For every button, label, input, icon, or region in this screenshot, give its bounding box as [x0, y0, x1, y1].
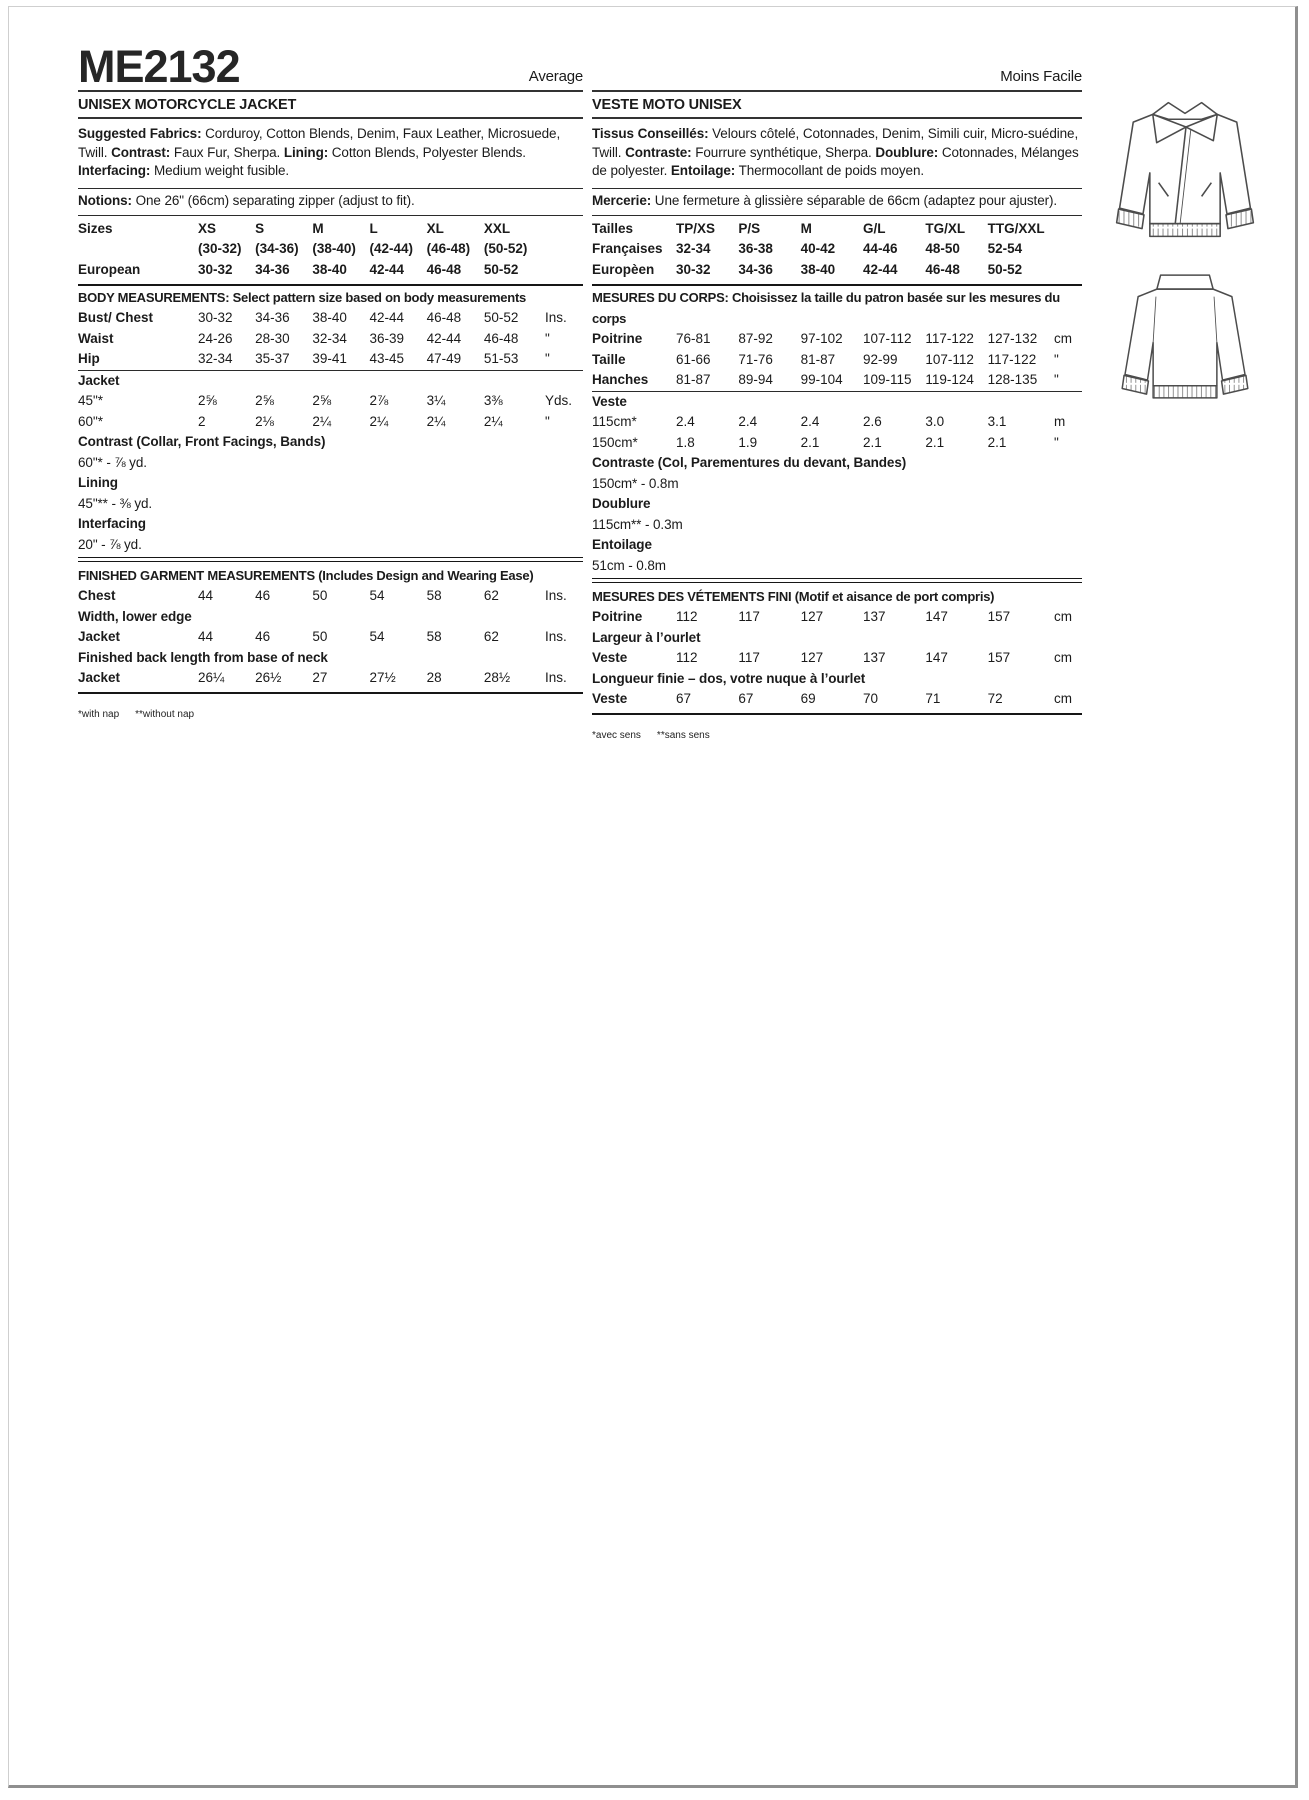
table-text-row: Contraste (Col, Parementures du devant, Bandes)	[592, 455, 907, 471]
size-value: 119-124	[925, 372, 974, 388]
size-value: 2.6	[862, 414, 882, 430]
size-value: 2.1	[987, 434, 1007, 450]
table-row	[78, 219, 583, 240]
table-row	[78, 329, 583, 350]
unit-label: "	[1053, 372, 1059, 388]
row-label: 115cm*	[592, 414, 637, 430]
table-text-row: Contrast (Collar, Front Facings, Bands)	[78, 434, 326, 450]
unit-label: cm	[1053, 331, 1072, 347]
jacket-back-illustration	[1110, 265, 1260, 407]
size-value: 35-37	[255, 351, 290, 367]
size-value: 128-135	[987, 372, 1038, 388]
size-value: 46-48	[925, 261, 960, 277]
size-value: 54	[369, 629, 385, 645]
row-label: Chest	[78, 588, 116, 604]
unit-label: Ins.	[545, 629, 567, 645]
table-row	[592, 689, 1082, 710]
size-value: 81-87	[676, 372, 711, 388]
table-row	[78, 668, 583, 689]
size-value: 117-122	[987, 351, 1037, 367]
divider	[78, 692, 583, 694]
size-value: 127	[800, 650, 824, 666]
finished-measurements-table-en	[78, 586, 583, 689]
size-value: 38-40	[312, 261, 347, 277]
body-measurements-table-en	[78, 308, 583, 370]
size-value: TG/XL	[925, 220, 966, 236]
size-value: (34-36)	[255, 241, 299, 257]
row-label: 60"*	[78, 413, 104, 429]
size-value: 3¼	[426, 393, 446, 409]
size-value: 2⅝	[198, 393, 217, 409]
table-row	[592, 607, 1082, 628]
size-value: 117-122	[925, 331, 974, 347]
size-value: 34-36	[255, 261, 290, 277]
size-value: 50	[312, 629, 328, 645]
table-row	[78, 586, 583, 607]
size-value: 43-45	[369, 351, 405, 367]
unit-label: Yds.	[545, 393, 573, 409]
table-text-row: Finished back length from base of neck	[78, 649, 328, 665]
size-value: 127-132	[987, 331, 1038, 347]
inline-label: Mercerie:	[592, 193, 652, 208]
unit-label: Ins.	[545, 310, 567, 326]
jacket-front-illustration	[1106, 87, 1264, 253]
size-value: 3.1	[987, 414, 1007, 430]
size-value: 2¼	[369, 413, 389, 429]
size-value: 30-32	[676, 261, 711, 277]
body-measurements-heading-fr: MESURES DU CORPS: Choisissez la taille du patron basée sur les mesures du corps	[592, 290, 1060, 327]
unit-label: cm	[1053, 650, 1072, 666]
row-label: 45"*	[78, 393, 104, 409]
size-value: (50-52)	[483, 241, 528, 257]
table-row	[592, 648, 1082, 669]
size-value: 30-32	[198, 310, 233, 326]
size-value: 2¼	[312, 413, 332, 429]
table-row	[592, 350, 1082, 371]
unit-label: cm	[1053, 609, 1072, 625]
size-value: 42-44	[426, 330, 462, 346]
size-value: 2.1	[925, 434, 945, 450]
size-value: 2.1	[800, 434, 820, 450]
size-value: 38-40	[800, 261, 836, 277]
size-value: 36-39	[369, 330, 405, 346]
table-row	[78, 349, 583, 370]
table-row	[78, 308, 583, 329]
size-value: 44	[198, 629, 214, 645]
size-value: 2.4	[676, 414, 695, 430]
size-value: 1.8	[676, 434, 695, 450]
french-column	[592, 37, 1082, 741]
content-area	[9, 7, 1295, 741]
size-value: 32-34	[312, 330, 347, 346]
table-row	[592, 260, 1082, 281]
footnote-sans-sens: **sans sens	[656, 729, 710, 741]
size-value: 147	[925, 650, 948, 666]
table-text-row: 51cm - 0.8m	[592, 557, 666, 573]
table-text-row: 60"* - ⅞ yd.	[78, 454, 147, 470]
size-value: (42-44)	[369, 241, 414, 257]
size-value: 28	[426, 670, 442, 686]
jacket-back-hem-band	[1153, 386, 1217, 398]
title-row-fr	[592, 37, 1082, 92]
size-value: 42-44	[862, 261, 898, 277]
size-value: 87-92	[738, 331, 773, 347]
yardage-table-en	[78, 371, 583, 556]
size-value: 46-48	[426, 310, 462, 326]
notions-en: Notions: One 26" (66cm) separating zipper (adjust to fit).	[78, 193, 415, 208]
unit-label: m	[1053, 414, 1066, 430]
size-value: 89-94	[738, 372, 773, 388]
suggested-fabrics-en: Suggested Fabrics: Corduroy, Cotton Blends, Denim, Faux Leather, Microsuede, Twill. Contrast: Faux Fur, Sherpa. Lining: Cotton Blends, Polyester Blends. Interfacing: Medium weight fusible.	[78, 126, 561, 179]
size-value: 58	[426, 629, 442, 645]
row-label: Françaises	[592, 241, 663, 257]
size-value: 40-42	[800, 241, 836, 257]
table-text-row: Doublure	[592, 496, 651, 512]
inline-label: Contraste:	[625, 144, 692, 160]
table-row	[592, 412, 1082, 433]
size-value: 28-30	[255, 330, 290, 346]
table-text-row: Largeur à l’ourlet	[592, 629, 701, 645]
row-label: Europèen	[592, 261, 655, 277]
table-text-row: 20" - ⅞ yd.	[78, 536, 142, 552]
inline-label: Notions:	[78, 193, 132, 208]
inline-label: Doublure:	[875, 144, 939, 160]
size-value: 2	[198, 413, 206, 429]
size-value: XS	[198, 220, 217, 236]
size-value: 54	[369, 588, 385, 604]
title-row-en	[78, 37, 583, 92]
size-value: 61-66	[676, 351, 711, 367]
size-value: 46	[255, 588, 271, 604]
table-row	[592, 219, 1082, 240]
row-label: 150cm*	[592, 434, 638, 450]
size-value: (46-48)	[426, 241, 471, 257]
row-label: Bust/ Chest	[78, 310, 154, 326]
row-label: Poitrine	[592, 609, 643, 625]
size-value: 50-52	[987, 261, 1023, 277]
size-value: S	[255, 220, 265, 236]
jacket-back-body	[1125, 289, 1245, 386]
table-row	[78, 627, 583, 648]
footnote-en	[78, 709, 583, 720]
size-value: TTG/XXL	[987, 220, 1045, 236]
size-value: 48-50	[925, 241, 960, 257]
size-value: 2⅛	[255, 413, 274, 429]
table-text-row: Longueur finie – dos, votre nuque à l’ourlet	[592, 670, 866, 686]
size-value: 26¼	[198, 670, 225, 686]
yardage-table-fr	[592, 392, 1082, 577]
size-value: 157	[987, 609, 1011, 625]
size-value: 81-87	[800, 351, 836, 367]
footnote-fr	[592, 730, 1082, 741]
pattern-envelope-back	[8, 6, 1298, 1788]
size-value: 117	[738, 650, 760, 666]
size-value: 44	[198, 588, 214, 604]
size-value: 112	[676, 650, 698, 666]
footnote-without-nap: **without nap	[135, 708, 195, 720]
unit-label: "	[545, 351, 550, 367]
size-value: 72	[987, 691, 1003, 707]
row-label: Hip	[78, 351, 100, 367]
table-text-row: 45"** - ⅜ yd.	[78, 495, 153, 511]
unit-label: cm	[1053, 691, 1072, 707]
table-row	[592, 329, 1082, 350]
size-value: 28½	[483, 670, 511, 686]
row-label: Tailles	[592, 220, 634, 236]
size-value: 2.4	[738, 414, 758, 430]
size-value: 52-54	[987, 241, 1023, 257]
size-value: 27½	[369, 670, 396, 686]
size-value: 50	[312, 588, 328, 604]
size-value: M	[800, 220, 812, 236]
garment-title-fr: VESTE MOTO UNISEX	[592, 92, 1082, 119]
double-divider	[592, 578, 1082, 583]
row-label: European	[78, 261, 141, 277]
difficulty-label-en: Average	[528, 68, 583, 85]
inline-label: Contrast:	[111, 144, 171, 160]
inline-label: Entoilage:	[670, 163, 736, 179]
inline-label: Suggested Fabrics:	[78, 126, 202, 141]
table-row	[592, 239, 1082, 260]
size-value: 34-36	[738, 261, 773, 277]
unit-label: "	[1053, 351, 1059, 367]
size-value: 62	[483, 588, 499, 604]
divider	[592, 713, 1082, 715]
table-row	[78, 239, 583, 260]
size-value: 51-53	[483, 351, 519, 367]
size-value: 147	[925, 609, 948, 625]
size-value: 3.0	[925, 414, 945, 430]
size-value: 117	[738, 609, 760, 625]
size-value: (38-40)	[312, 241, 356, 257]
size-value: 71	[925, 691, 941, 707]
footnote-avec-sens: *avec sens	[592, 729, 641, 741]
row-label: Waist	[78, 330, 114, 346]
unit-label: "	[1053, 434, 1059, 450]
size-value: 30-32	[198, 261, 233, 277]
size-value: XL	[426, 220, 444, 236]
size-value: 67	[738, 691, 754, 707]
size-value: 97-102	[800, 331, 843, 347]
jacket-illustrations	[1082, 37, 1288, 741]
size-value: 58	[426, 588, 442, 604]
size-value: 107-112	[925, 351, 974, 367]
size-value: 32-34	[198, 351, 233, 367]
size-value: 2¼	[426, 413, 446, 429]
jacket-front-collar-top	[1153, 103, 1217, 115]
table-row	[592, 370, 1082, 391]
row-label: Sizes	[78, 220, 113, 236]
row-label: Veste	[592, 691, 628, 707]
jacket-back-collar	[1157, 275, 1213, 289]
garment-title-en: UNISEX MOTORCYCLE JACKET	[78, 92, 583, 119]
size-value: 109-115	[862, 372, 912, 388]
size-value: (30-32)	[198, 241, 242, 257]
sizes-table-en	[78, 216, 583, 285]
size-value: 42-44	[369, 261, 405, 277]
size-value: 137	[862, 609, 886, 625]
unit-label: "	[545, 330, 550, 346]
size-value: 67	[676, 691, 692, 707]
size-value: 107-112	[862, 331, 912, 347]
notions-fr: Mercerie: Une fermeture à glissière séparable de 66cm (adaptez pour ajuster).	[592, 193, 1058, 208]
inline-label: Lining:	[283, 144, 329, 160]
body-measurements-heading-en: BODY MEASUREMENTS: Select pattern size based on body measurements	[78, 290, 527, 306]
unit-label: Ins.	[545, 670, 567, 686]
row-label: Jacket	[78, 629, 121, 645]
table-row	[78, 412, 583, 433]
size-value: 34-36	[255, 310, 290, 326]
row-label: Taille	[592, 351, 626, 367]
size-value: 71-76	[738, 351, 773, 367]
sizes-table-fr	[592, 216, 1082, 285]
size-value: 92-99	[862, 351, 898, 367]
finished-measurements-heading-fr: MESURES DES VÉTEMENTS FINI (Motif et aisance de port compris)	[592, 589, 995, 605]
size-value: 27	[312, 670, 328, 686]
size-value: M	[312, 220, 324, 236]
size-value: 32-34	[676, 241, 711, 257]
pattern-number: ME2132	[78, 41, 240, 93]
suggested-fabrics-fr: Tissus Conseillés: Velours côtelé, Cotonnades, Denim, Simili cuir, Micro-suédine, Twill. Contraste: Fourrure synthétique, Sherpa. Doublure: Cotonnades, Mélanges de polyester. Entoilage: Thermocollant de poids moyen.	[592, 126, 1079, 179]
row-label: Veste	[592, 650, 628, 666]
size-value: 46-48	[483, 330, 519, 346]
size-value: 26½	[255, 670, 282, 686]
size-value: 1.9	[738, 434, 758, 450]
size-value: 157	[987, 650, 1011, 666]
size-value: 2⅝	[312, 393, 332, 409]
finished-measurements-heading-en: FINISHED GARMENT MEASUREMENTS (Includes Design and Wearing Ease)	[78, 568, 534, 584]
row-label: Poitrine	[592, 331, 643, 347]
footnote-with-nap: *with nap	[78, 708, 120, 720]
size-value: 42-44	[369, 310, 405, 326]
inline-label: Interfacing:	[78, 163, 151, 179]
table-text-row: Lining	[78, 475, 118, 491]
table-row	[78, 260, 583, 281]
size-value: L	[369, 220, 378, 236]
table-text-row: Interfacing	[78, 516, 146, 532]
size-value: 47-49	[426, 351, 462, 367]
size-value: 62	[483, 629, 499, 645]
unit-label: "	[545, 413, 550, 429]
size-value: 99-104	[800, 372, 843, 388]
size-value: 50-52	[483, 261, 519, 277]
size-value: 137	[862, 650, 886, 666]
table-row	[78, 391, 583, 412]
size-value: 46-48	[426, 261, 462, 277]
size-value: 2⅞	[369, 393, 389, 409]
table-text-row: Veste	[592, 393, 627, 409]
size-value: TP/XS	[676, 220, 716, 236]
size-value: 2.4	[800, 414, 820, 430]
table-text-row: Entoilage	[592, 537, 652, 553]
jacket-front-hem-band	[1150, 224, 1220, 237]
size-value: 2⅝	[255, 393, 274, 409]
size-value: 39-41	[312, 351, 347, 367]
row-label: Hanches	[592, 372, 649, 388]
size-value: 70	[862, 691, 879, 707]
unit-label: Ins.	[545, 588, 567, 604]
table-text-row: Width, lower edge	[78, 608, 192, 624]
table-row	[592, 433, 1082, 454]
double-divider	[78, 557, 583, 562]
size-value: 44-46	[862, 241, 898, 257]
size-value: XXL	[483, 220, 511, 236]
finished-measurements-table-fr	[592, 607, 1082, 710]
size-value: 76-81	[676, 331, 711, 347]
size-value: 50-52	[483, 310, 519, 326]
table-text-row: 150cm* - 0.8m	[592, 475, 679, 491]
english-column	[78, 37, 583, 741]
size-value: 46	[255, 629, 271, 645]
size-value: P/S	[738, 220, 761, 236]
size-value: 69	[800, 691, 816, 707]
difficulty-label-fr: Moins Facile	[1000, 68, 1082, 85]
size-value: 127	[800, 609, 824, 625]
row-label: Jacket	[78, 670, 121, 686]
size-value: 38-40	[312, 310, 347, 326]
table-text-row: 115cm** - 0.3m	[592, 516, 683, 532]
inline-label: Tissus Conseillés:	[592, 126, 709, 141]
size-value: 112	[676, 609, 698, 625]
size-value: 2¼	[483, 413, 503, 429]
size-value: 24-26	[198, 330, 233, 346]
size-value: 3⅜	[483, 393, 503, 409]
table-text-row: Jacket	[78, 372, 120, 388]
body-measurements-table-fr	[592, 329, 1082, 391]
size-value: 2.1	[862, 434, 882, 450]
size-value: G/L	[862, 220, 886, 236]
size-value: 36-38	[738, 241, 773, 257]
